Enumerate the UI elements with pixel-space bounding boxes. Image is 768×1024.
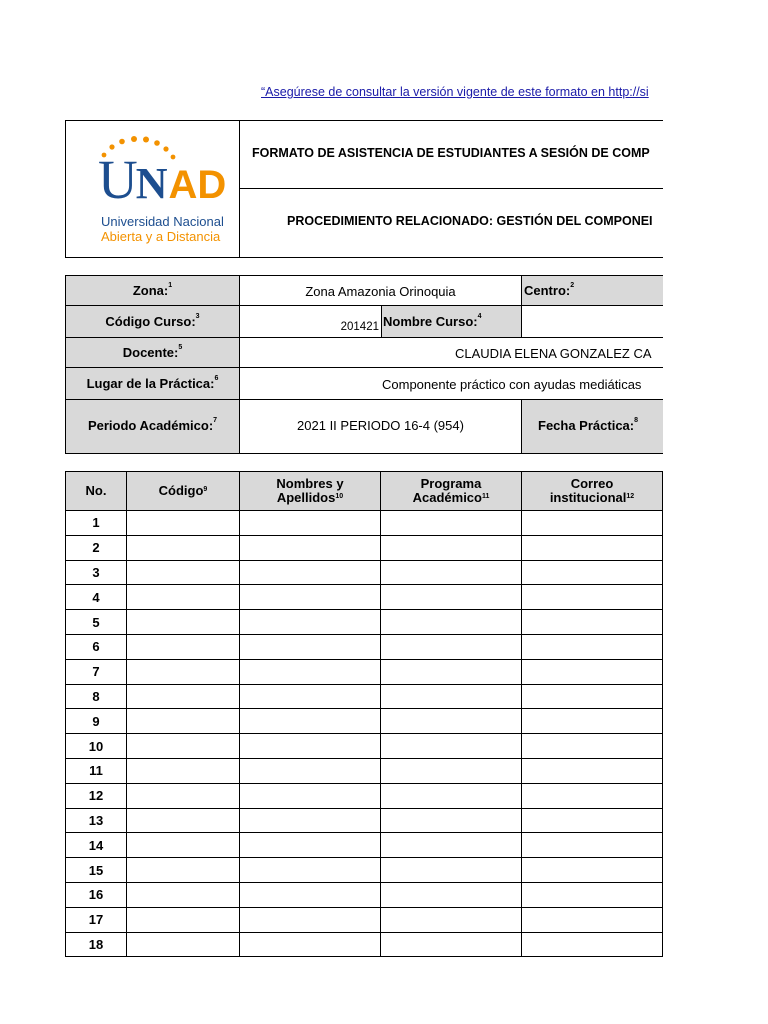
header-divider-vertical bbox=[239, 120, 240, 258]
programa-cell[interactable] bbox=[381, 808, 522, 833]
attendance-body bbox=[66, 511, 663, 957]
col-header-correo: Correo institucional$^{12}$ bbox=[522, 472, 663, 511]
table-row bbox=[66, 858, 663, 883]
zona-label: Zona: bbox=[132, 283, 169, 298]
row-number: 13 bbox=[66, 808, 127, 833]
codigo-cell[interactable] bbox=[127, 634, 240, 659]
table-row bbox=[66, 560, 663, 585]
docente-value: CLAUDIA ELENA GONZALEZ CA bbox=[455, 346, 652, 361]
correo-cell[interactable] bbox=[522, 758, 663, 783]
codigo-cell[interactable] bbox=[127, 709, 240, 734]
form-title: FORMATO DE ASISTENCIA DE ESTUDIANTES A SESIÓN DE COMP bbox=[252, 146, 650, 160]
nombres-cell[interactable] bbox=[240, 932, 381, 957]
table-row bbox=[66, 882, 663, 907]
table-row bbox=[66, 734, 663, 759]
programa-cell[interactable] bbox=[381, 634, 522, 659]
codigo-label: Código Curso: bbox=[105, 314, 196, 329]
codigo-cell[interactable] bbox=[127, 659, 240, 684]
row-number: 16 bbox=[66, 882, 127, 907]
logo-letters-ad: AD bbox=[168, 163, 227, 207]
codigo-cell[interactable] bbox=[127, 833, 240, 858]
correo-cell[interactable] bbox=[522, 734, 663, 759]
correo-cell[interactable] bbox=[522, 808, 663, 833]
row-number: 9 bbox=[66, 709, 127, 734]
nombres-cell[interactable] bbox=[240, 858, 381, 883]
row-number: 17 bbox=[66, 907, 127, 932]
nombres-cell[interactable] bbox=[240, 808, 381, 833]
correo-cell[interactable] bbox=[522, 907, 663, 932]
table-row bbox=[66, 833, 663, 858]
programa-cell[interactable] bbox=[381, 882, 522, 907]
fecha-note: 8 bbox=[634, 417, 639, 424]
fecha-label: Fecha Práctica: bbox=[538, 418, 635, 433]
programa-cell[interactable] bbox=[381, 560, 522, 585]
correo-cell[interactable] bbox=[522, 560, 663, 585]
header-divider-horizontal bbox=[239, 188, 663, 189]
codigo-cell[interactable] bbox=[127, 907, 240, 932]
programa-cell[interactable] bbox=[381, 684, 522, 709]
lugar-value-cell bbox=[239, 367, 663, 400]
version-notice-link[interactable]: “Asegúrese de consultar la versión vigente de este formato en http://si bbox=[261, 85, 649, 99]
centro-label-cell bbox=[521, 275, 663, 306]
row-number: 8 bbox=[66, 684, 127, 709]
row-number: 14 bbox=[66, 833, 127, 858]
nombres-cell[interactable] bbox=[240, 659, 381, 684]
programa-cell[interactable] bbox=[381, 511, 522, 536]
programa-cell[interactable] bbox=[381, 585, 522, 610]
correo-cell[interactable] bbox=[522, 610, 663, 635]
codigo-value: 201421 bbox=[340, 321, 379, 333]
lugar-label-cell bbox=[65, 367, 240, 400]
table-row bbox=[66, 634, 663, 659]
table-header-row bbox=[66, 472, 663, 511]
centro-label: Centro: bbox=[524, 283, 571, 298]
programa-cell[interactable] bbox=[381, 734, 522, 759]
nombres-cell[interactable] bbox=[240, 511, 381, 536]
programa-cell[interactable] bbox=[381, 833, 522, 858]
zona-note: 1 bbox=[168, 282, 173, 289]
codigo-cell[interactable] bbox=[127, 808, 240, 833]
nombre-label-cell bbox=[381, 305, 522, 338]
attendance-table bbox=[65, 471, 663, 957]
correo-cell[interactable] bbox=[522, 585, 663, 610]
row-number: 7 bbox=[66, 659, 127, 684]
programa-cell[interactable] bbox=[381, 907, 522, 932]
correo-cell[interactable] bbox=[522, 535, 663, 560]
col-header-no: No. bbox=[66, 472, 127, 511]
table-row bbox=[66, 907, 663, 932]
nombre-note: 4 bbox=[477, 313, 482, 320]
codigo-cell[interactable] bbox=[127, 610, 240, 635]
docente-note: 5 bbox=[178, 344, 183, 351]
codigo-cell[interactable] bbox=[127, 684, 240, 709]
programa-cell[interactable] bbox=[381, 709, 522, 734]
row-number: 15 bbox=[66, 858, 127, 883]
table-row bbox=[66, 585, 663, 610]
table-row bbox=[66, 610, 663, 635]
nombres-cell[interactable] bbox=[240, 709, 381, 734]
docente-value-cell bbox=[239, 337, 663, 368]
programa-cell[interactable] bbox=[381, 932, 522, 957]
table-row bbox=[66, 659, 663, 684]
row-number: 10 bbox=[66, 734, 127, 759]
periodo-value-cell bbox=[239, 399, 522, 454]
codigo-cell[interactable] bbox=[127, 585, 240, 610]
table-row bbox=[66, 783, 663, 808]
codigo-value-cell bbox=[239, 305, 382, 338]
correo-cell[interactable] bbox=[522, 709, 663, 734]
fecha-label-cell bbox=[521, 399, 663, 454]
nombres-cell[interactable] bbox=[240, 610, 381, 635]
periodo-value: 2021 II PERIODO 16-4 (954) bbox=[297, 418, 464, 433]
row-number: 18 bbox=[66, 932, 127, 957]
table-row bbox=[66, 758, 663, 783]
programa-cell[interactable] bbox=[381, 610, 522, 635]
centro-note: 2 bbox=[570, 282, 575, 289]
nombres-cell[interactable] bbox=[240, 634, 381, 659]
nombres-cell[interactable] bbox=[240, 758, 381, 783]
table-row bbox=[66, 808, 663, 833]
lugar-value: Componente práctico con ayudas mediáticas bbox=[382, 377, 642, 392]
docente-label: Docente: bbox=[122, 345, 179, 360]
correo-cell[interactable] bbox=[522, 684, 663, 709]
nombres-cell[interactable] bbox=[240, 585, 381, 610]
row-number: 4 bbox=[66, 585, 127, 610]
codigo-note: 3 bbox=[195, 313, 200, 320]
correo-cell[interactable] bbox=[522, 659, 663, 684]
codigo-cell[interactable] bbox=[127, 511, 240, 536]
codigo-cell[interactable] bbox=[127, 734, 240, 759]
correo-cell[interactable] bbox=[522, 858, 663, 883]
table-row bbox=[66, 932, 663, 957]
col-header-codigo: Código$^9$ bbox=[127, 472, 240, 511]
col-header-programa: Programa Académico$^{11}$ bbox=[381, 472, 522, 511]
logo-letter-n: N bbox=[135, 159, 168, 208]
docente-label-cell bbox=[65, 337, 240, 368]
codigo-cell[interactable] bbox=[127, 783, 240, 808]
logo-letter-u: U bbox=[98, 149, 138, 210]
correo-cell[interactable] bbox=[522, 783, 663, 808]
logo-line-2: Abierta y a Distancia bbox=[101, 229, 221, 244]
zona-label-cell bbox=[65, 275, 240, 306]
nombres-cell[interactable] bbox=[240, 907, 381, 932]
table-row bbox=[66, 535, 663, 560]
row-number: 3 bbox=[66, 560, 127, 585]
periodo-note: 7 bbox=[213, 417, 218, 424]
codigo-cell[interactable] bbox=[127, 858, 240, 883]
programa-cell[interactable] bbox=[381, 659, 522, 684]
nombres-cell[interactable] bbox=[240, 882, 381, 907]
row-number: 12 bbox=[66, 783, 127, 808]
correo-cell[interactable] bbox=[522, 833, 663, 858]
nombres-cell[interactable] bbox=[240, 560, 381, 585]
codigo-cell[interactable] bbox=[127, 535, 240, 560]
programa-cell[interactable] bbox=[381, 783, 522, 808]
lugar-label: Lugar de la Práctica: bbox=[86, 376, 215, 391]
zona-value: Zona Amazonia Orinoquia bbox=[305, 284, 456, 299]
col-header-nombres: Nombres y Apellidos$^{10}$ bbox=[240, 472, 381, 511]
correo-cell[interactable] bbox=[522, 511, 663, 536]
codigo-cell[interactable] bbox=[127, 932, 240, 957]
row-number: 1 bbox=[66, 511, 127, 536]
nombres-cell[interactable] bbox=[240, 684, 381, 709]
procedure-title: PROCEDIMIENTO RELACIONADO: GESTIÓN DEL COMPONEI bbox=[287, 214, 653, 228]
codigo-cell[interactable] bbox=[127, 560, 240, 585]
programa-cell[interactable] bbox=[381, 758, 522, 783]
nombres-cell[interactable] bbox=[240, 734, 381, 759]
correo-cell[interactable] bbox=[522, 882, 663, 907]
nombres-cell[interactable] bbox=[240, 783, 381, 808]
programa-cell[interactable] bbox=[381, 535, 522, 560]
nombres-cell[interactable] bbox=[240, 833, 381, 858]
periodo-label-cell bbox=[65, 399, 240, 454]
table-row bbox=[66, 709, 663, 734]
row-number: 5 bbox=[66, 610, 127, 635]
table-row bbox=[66, 684, 663, 709]
nombre-value-cell bbox=[521, 305, 663, 338]
unad-logo bbox=[95, 136, 230, 246]
codigo-cell[interactable] bbox=[127, 882, 240, 907]
nombre-label: Nombre Curso: bbox=[383, 314, 478, 329]
logo-line-1: Universidad Nacional bbox=[101, 214, 224, 229]
correo-cell[interactable] bbox=[522, 932, 663, 957]
programa-cell[interactable] bbox=[381, 858, 522, 883]
correo-cell[interactable] bbox=[522, 634, 663, 659]
codigo-cell[interactable] bbox=[127, 758, 240, 783]
row-number: 6 bbox=[66, 634, 127, 659]
logo-wordmark bbox=[98, 150, 226, 215]
lugar-note: 6 bbox=[214, 375, 219, 382]
row-number: 11 bbox=[66, 758, 127, 783]
periodo-label: Periodo Académico: bbox=[87, 418, 214, 433]
codigo-label-cell bbox=[65, 305, 240, 338]
table-row bbox=[66, 511, 663, 536]
nombres-cell[interactable] bbox=[240, 535, 381, 560]
row-number: 2 bbox=[66, 535, 127, 560]
zona-value-cell bbox=[239, 275, 522, 306]
